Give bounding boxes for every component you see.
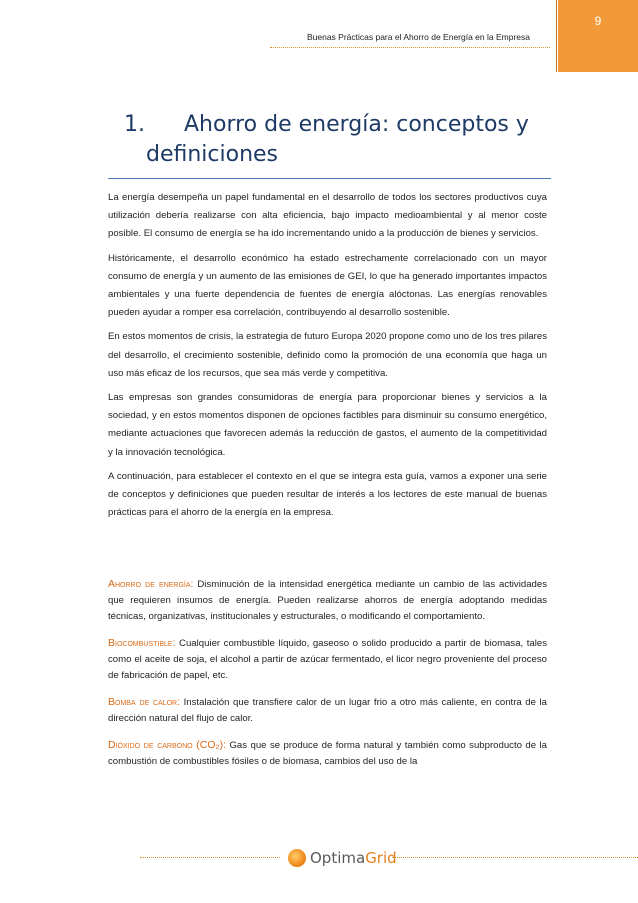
paragraph: A continuación, para establecer el contexto en el que se integra esta guía, vamos a exponer una serie de conceptos y definiciones que pueden resultar de interés a los lectores de este manual de buenas prácticas para el ahorro de la energía en la empresa. <box>108 470 547 519</box>
page-number: 9 <box>594 14 602 28</box>
paragraph: La energía desempeña un papel fundamental en el desarrollo de todos los sectores productivos cuya utilización debería realizarse con alta eficiencia, bajo impacto medioambiental y al menor coste posible. El consumo de energía se ha ido incrementando unido a la producción de bienes y servicios. <box>108 192 547 240</box>
body-text <box>108 189 547 528</box>
definition-term: Bomba de calor: <box>108 696 181 708</box>
definition-term: Dióxido de carbono (CO₂): <box>108 739 227 751</box>
section-title <box>124 110 554 170</box>
section-number: 1. <box>124 112 145 137</box>
footer-divider-left <box>140 857 280 858</box>
definition-item <box>108 576 547 625</box>
paragraph: Históricamente, el desarrollo económico ha estado estrechamente correlacionado con un mayor consumo de energía y un aumento de las emisiones de GEI, lo que ha generado importantes impactos ambientales y una fuerte dependencia de fuentes de energía alóctonas. Las energías renovables pueden ayudar a romper esa correlación, contribuyendo al desarrollo sostenible. <box>108 252 547 319</box>
page-tab-edge <box>556 0 557 72</box>
section-title-line2: definiciones <box>146 142 279 167</box>
definition-text: Disminución de la intensidad energética mediante un cambio de las actividades que requieren insumos de energía. Pueden realizarse ahorros de energía adoptando medidas técnicas, organizativas, institucionales y estructurales, o modificando el comportamiento. <box>108 579 547 622</box>
footer-divider-right <box>392 857 638 858</box>
definition-item <box>108 737 547 770</box>
header-divider <box>270 47 550 48</box>
page-number-tab <box>558 0 638 72</box>
title-underline <box>108 178 551 179</box>
definition-item <box>108 694 547 727</box>
definition-text: Instalación que transfiere calor de un lugar frio a otro más caliente, en contra de la dirección natural del flujo de calor. <box>108 697 548 724</box>
logo-sphere-icon <box>288 849 306 867</box>
logo-wordmark <box>310 849 397 867</box>
running-header: Buenas Prácticas para el Ahorro de Energía en la Empresa <box>306 32 530 42</box>
definition-term: Ahorro de energía: <box>108 578 194 590</box>
paragraph: En estos momentos de crisis, la estrategia de futuro Europa 2020 propone como uno de los tres pilares del desarrollo, el crecimiento sostenible, definido como la promoción de una economía que haga un uso más eficaz de los recursos, que sea más verde y competitiva. <box>108 331 547 379</box>
definition-term: Biocombustible: <box>108 637 176 649</box>
definitions-list <box>108 576 547 780</box>
logo-text-part2: Grid <box>365 849 397 867</box>
definition-item <box>108 635 547 684</box>
paragraph: Las empresas son grandes consumidoras de energía para proporcionar bienes y servicios a la sociedad, y en estos momentos disponen de opciones factibles para disminuir su consumo energético, mediante actuaciones que favorecen además la reducción de gastos, el aumento de la competitividad y la innovación tecnológica. <box>108 392 547 458</box>
definition-text: Cualquier combustible líquido, gaseoso o solido producido a partir de biomasa, tales como el aceite de soja, el alcohol a partir de azúcar fermentado, el licor negro proveniente del proceso de fabricación de papel, etc. <box>108 638 547 681</box>
definition-text: Gas que se produce de forma natural y también como subproducto de la combustión de combustibles fósiles o de biomasa, cambios del uso de la <box>108 740 547 767</box>
section-title-line1: Ahorro de energía: conceptos y <box>184 112 529 137</box>
logo-text-part1: Optima <box>310 849 366 867</box>
optimagrid-logo <box>288 846 397 870</box>
